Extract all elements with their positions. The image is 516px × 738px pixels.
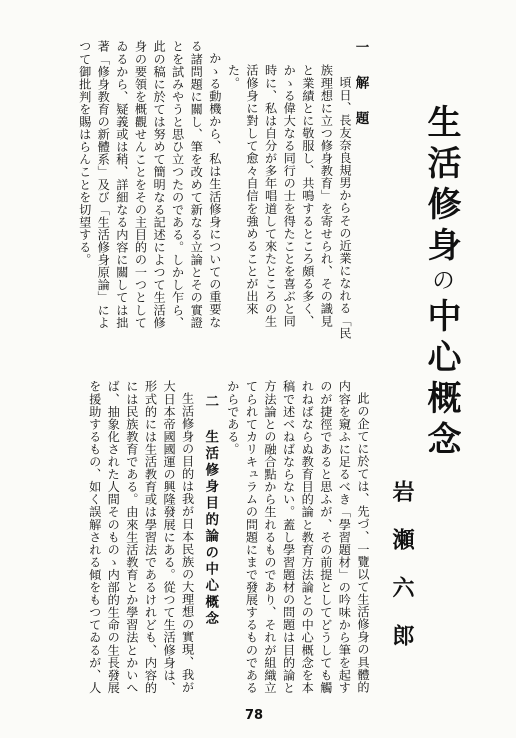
title-part-b: 中心概念 <box>421 298 461 462</box>
section-1-continuation: 此の企てに於ては、先づ、一覽以て生活修身の具體的内容を窺ふに足るべき「學習題材」の吟味から筆を起すのが捷徑であると思ふが、その前提としてどうしても觸れねばならぬ教育目的論と教育方法論との中心概念を本稿で述べねばならない。蓋し學習題材の問題は目的論と方法論との融合點から生れるものであり、それが組織立てられてカリキュラムの問題にまで發展するものであるからである。 <box>225 380 370 694</box>
section-1-paragraph-1: 頃日、長友奈良規男からその近業になれる「民族理想に立つ修身教育」を寄せられ、その識見と業績とに敬服し、共鳴するところ頗る多く、かゝる偉大なる同行の士を得たことを喜ぶと同時に、私は自分が多年唱道して來たところの生活修身に對して愈々自信を強めることが出來た。 <box>226 64 352 340</box>
lower-block <box>0 380 372 702</box>
section-heading-1: 一 解 題 <box>352 40 369 128</box>
article-title <box>421 104 461 474</box>
section-1-body <box>58 40 354 340</box>
section-heading-2 <box>201 380 220 702</box>
section-2-number: 二 <box>202 394 219 411</box>
page-number: 78 <box>245 708 264 723</box>
title-particle: の <box>428 268 454 298</box>
article-author: 岩瀬六郎 <box>389 480 415 672</box>
section-2-title: 生活修身目的論の中心概念 <box>202 429 219 628</box>
section-1-paragraph-2: かゝる動機から、私は生活修身についての重要なる諸問題に關し、筆を改めて新なる立論とその實證とを試みやうと思ひ立つたのである。しかし乍ら、此の稿に於ては努めて簡明なる記述によつて生活修身の要領を概觀せんことをその主目的の一つとしてゐるから、疑義或は稍、詳細なる内容に關しては拙著「修身教育の新體系」及び「生活修身原論」によつて御批判を賜はらんことを切望する。 <box>77 40 222 329</box>
section-2-paragraph: 生活修身の目的は我が日本民族の大理想の實現、我が大日本帝國國運の興隆發展にある。從つて生活修身は、形式的には生活教育或は學習法であるけれども、内容的には民族教育である。由來生活教育とか學習法とかいへば、抽象化された人間そのものゝ内部的生命の生長發展を援助するもの、如く誤解される傾をもつてゐるが、人 <box>87 380 195 694</box>
title-part-a: 生活修身 <box>421 104 461 268</box>
